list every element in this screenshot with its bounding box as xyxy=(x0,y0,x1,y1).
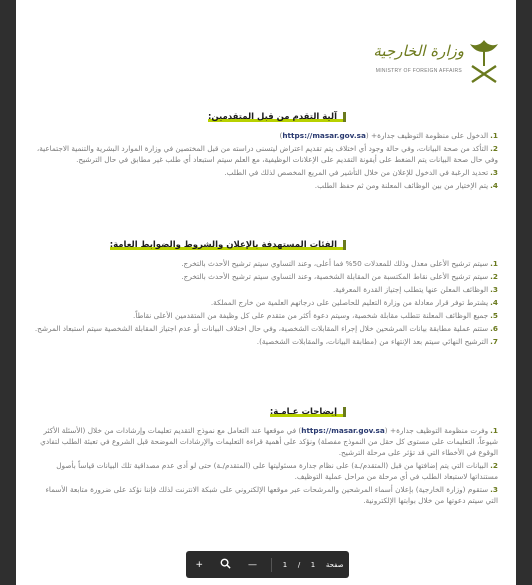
zoom-in-button[interactable]: + xyxy=(195,559,204,570)
section-heading-target-groups: الفئات المستهدفة بالإعلان والشروط والضوابط العامة: xyxy=(110,240,346,250)
section-heading-general-notes: إيضاحات عـامـة: xyxy=(270,407,346,417)
list-item: 5.جميع الوظائف المعلنة تتطلب مقابلة شخصية، وسيتم دعوة أكثر من متقدم على كل وظيفة من المتقدمين الأعلى نقاطاً. xyxy=(133,311,498,320)
magnifier-icon[interactable] xyxy=(218,558,234,572)
list-item: 4.يشترط توفر قرار معادلة من وزارة التعليم للحاصلين على درجاتهم العلمية من خارج المملكة. xyxy=(210,298,498,307)
masar-link[interactable]: https://masar.gov.sa xyxy=(301,426,385,435)
list-item: 2.سيتم ترشيح الأعلى نقاط المكتسبة من المقابلة الشخصية، وعند التساوي سيتم ترشيح الأحدث بالتخرج. xyxy=(181,272,498,281)
current-page-input[interactable]: 1 xyxy=(310,560,316,569)
zoom-out-button[interactable]: — xyxy=(248,559,258,570)
logo-arabic-text: وزارة الخارجية xyxy=(373,42,464,60)
document-page xyxy=(16,0,516,585)
list-item: 1.وفرت منظومة التوظيف جدارة+ (https://masar.gov.sa) في موقعها عند التعامل مع نموذج التقديم تعليمات وإرشادات من خلال (الأسئلة الأكثر شيوعاً، التعليمات على مستوى كل حقل من النموذج مفصلة) ونؤكد على أهمية قراءة التعليمات والإرشادات الموضحة قبل الشروع في تعبئة الطلب لتفادي الوقوع في الأخطاء التي قد تؤثر على مرحلة الترشيح. xyxy=(40,426,498,457)
page-separator: / xyxy=(297,560,301,569)
pdf-viewer-toolbar xyxy=(186,551,349,578)
list-item: 3.تحديد الرغبة في الدخول للإعلان من خلال التأشير في المربع المخصص لذلك في الطلب. xyxy=(224,168,498,177)
saudi-emblem-icon xyxy=(466,38,502,86)
list-item: 4.يتم الإختيار من بين الوظائف المعلنة ومن ثم حفظ الطلب. xyxy=(314,181,498,190)
page-label: صفحة xyxy=(325,560,344,569)
list-item: 3.ستقوم (وزارة الخارجية) بإعلان أسماء المرشحين والمرشحات عبر موقعها الإلكتروني على شبكة الانترنت لذلك فإننا نؤكد على ضرورة متابعة الأسماء التي سيتم دعوتها من خلال بوابتها الإلكترونية. xyxy=(45,485,498,505)
list-item: 1.الدخول على منظومة التوظيف جدارة+ (https://masar.gov.sa) xyxy=(279,131,498,140)
masar-link[interactable]: https://masar.gov.sa xyxy=(282,131,366,140)
ministry-logo xyxy=(362,38,502,88)
applicant-steps-list xyxy=(34,130,498,193)
section-heading-applicant-steps: آلية التقدم من قبل المتقدمين: xyxy=(208,112,346,122)
logo-english-text: MINISTRY OF FOREIGN AFFAIRS xyxy=(375,68,462,74)
list-item: 3.الوظائف المعلن عنها يتطلب إجتياز القدرة المعرفية. xyxy=(332,285,498,294)
list-item: 7.الترشيح النهائي سيتم بعد الإنتهاء من (مطابقة البيانات، والمقابلات الشخصية). xyxy=(256,337,498,346)
conditions-list xyxy=(34,258,498,349)
list-item: 2.البيانات التي يتم إضافتها من قبل (المتقدم/ـة) على نظام جدارة مسئوليتها على (المتقدم/ـة) حتى لو أدى عدم مصداقية تلك البيانات قياساً بأصول مستنداتها لاستبعاد الطلب في أي مرحلة من مراحل عملية التوظيف. xyxy=(56,461,498,481)
list-item: 6.ستتم عملية مطابقة بيانات المرشحين خلال إجراء المقابلات الشخصية، وفي حال اختلاف البيانات أو عدم اجتياز المقابلة الشخصية سيتم استبعاد المرشح. xyxy=(34,324,498,333)
general-notes-list xyxy=(34,425,498,508)
list-item: 1.سيتم ترشيح الأعلى معدل وذلك للمعدلات 50% فما أعلى، وعند التساوي سيتم ترشيح الأحدث بالتخرج. xyxy=(181,259,498,268)
list-item: 2.التأكد من صحة البيانات، وفي حالة وجود أي اختلاف يتم تقديم اعتراض ليتسنى دراسته من قبل المختصين في وزارة الموارد البشرية والتنمية الاجتماعية، وفي حال صحة البيانات يتم الضغط على أيقونة التقديم على الإعلانات الوظيفية، مع العلم سيتم استبعاد أي طلب غير مطابق في حال الترشيح. xyxy=(36,144,498,164)
total-pages: 1 xyxy=(282,560,288,569)
toolbar-divider xyxy=(271,558,272,572)
